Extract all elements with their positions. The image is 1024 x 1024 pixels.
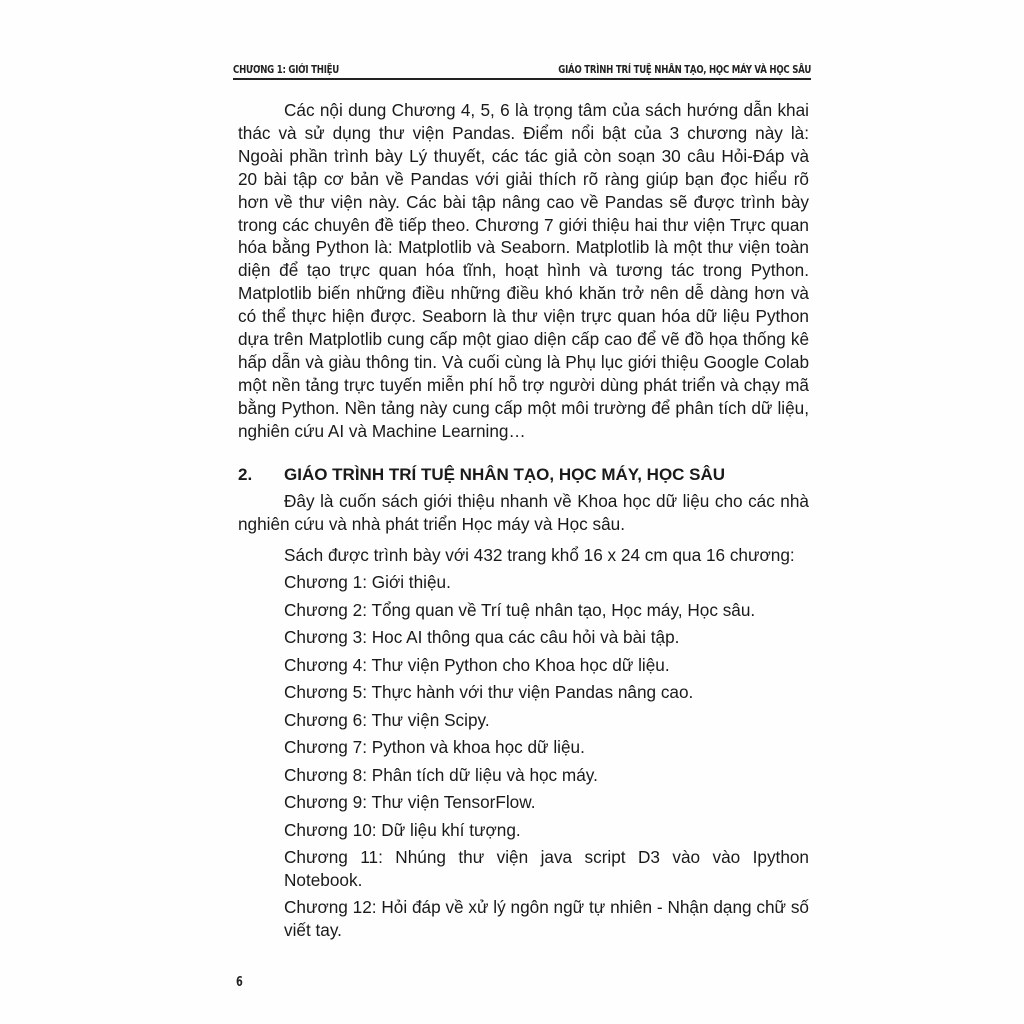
chapter-item: Chương 5: Thực hành với thư viện Pandas nâng cao. [284, 682, 694, 702]
section-intro-paragraph: Đây là cuốn sách giới thiệu nhanh về Khoa học dữ liệu cho các nhà nghiên cứu và nhà phát triển Học máy và Học sâu. [238, 491, 809, 534]
chapter-item: Chương 9: Thư viện TensorFlow. [284, 792, 536, 812]
chapter-item: Chương 3: Hoc AI thông qua các câu hỏi và bài tập. [284, 627, 680, 647]
intro-paragraph-block [238, 99, 809, 443]
chapter-item: Chương 2: Tổng quan về Trí tuệ nhân tạo, Học máy, Học sâu. [284, 599, 756, 620]
section-heading [238, 464, 809, 486]
paragraph: Các nội dung Chương 4, 5, 6 là trọng tâm của sách hướng dẫn khai thác và sử dụng thư viện Pandas. Điểm nổi bật của 3 chương này là: Ngoài phần trình bày Lý thuyết, các tác giả còn soạn 30 câu Hỏi-Đáp và 20 bài tập cơ bản về Pandas với giải thích rõ ràng giúp bạn đọc hiểu rõ hơn về thư viện này. Các bài tập nâng cao về Pandas sẽ được trình bày trong các chuyên đề tiếp theo. Chương 7 giới thiệu hai thư viện Trực quan hóa bằng Python là: Matplotlib và Seaborn. Matplotlib là một thư viện toàn diện để tạo trực quan hóa tĩnh, hoạt hình và tương tác trong Python. Matplotlib biến những điều những điều khó khăn trở nên dễ dàng hơn và có thể thực hiện được. Seaborn là thư viện trực quan hóa dữ liệu Python dựa trên Matplotlib cung cấp một giao diện cấp cao để vẽ đồ họa thống kê hấp dẫn và giàu thông tin. Và cuối cùng là Phụ lục giới thiệu Google Colab một nền tảng trực tuyến miễn phí hỗ trợ người dùng phát triển và chạy mã bằng Python. Nền tảng này cung cấp một môi trường để phân tích dữ liệu, nghiên cứu AI và Machine Learning… [238, 100, 809, 441]
chapter-item: Chương 10: Dữ liệu khí tượng. [284, 819, 521, 840]
section-title: GIÁO TRÌNH TRÍ TUỆ NHÂN TẠO, HỌC MÁY, HỌC SÂU [284, 465, 726, 484]
section-number: 2. [238, 465, 253, 484]
running-header [233, 52, 811, 80]
section-summary: Sách được trình bày với 432 trang khổ 16 x 24 cm qua 16 chương: [284, 544, 795, 565]
chapter-item: Chương 8: Phân tích dữ liệu và học máy. [284, 764, 598, 785]
chapter-item: Chương 4: Thư viện Python cho Khoa học dữ liệu. [284, 654, 670, 675]
chapter-item: Chương 1: Giới thiệu. [284, 572, 451, 592]
chapter-item: Chương 6: Thư viện Scipy. [284, 709, 490, 730]
book-title-header: GIÁO TRÌNH TRÍ TUỆ NHÂN TẠO, HỌC MÁY VÀ HỌC SÂU [558, 63, 811, 76]
section-intro [238, 490, 809, 567]
chapter-item: Chương 12: Hỏi đáp về xử lý ngôn ngữ tự nhiên - Nhận dạng chữ số viết tay. [284, 897, 809, 941]
chapter-item: Chương 7: Python và khoa học dữ liệu. [284, 737, 585, 757]
page-number: 6 [236, 975, 243, 990]
chapter-header: CHƯƠNG 1: GIỚI THIỆU [233, 63, 340, 76]
chapter-list [284, 571, 809, 947]
chapter-item: Chương 11: Nhúng thư viện java script D3 vào vào Ipython Notebook. [284, 847, 809, 890]
